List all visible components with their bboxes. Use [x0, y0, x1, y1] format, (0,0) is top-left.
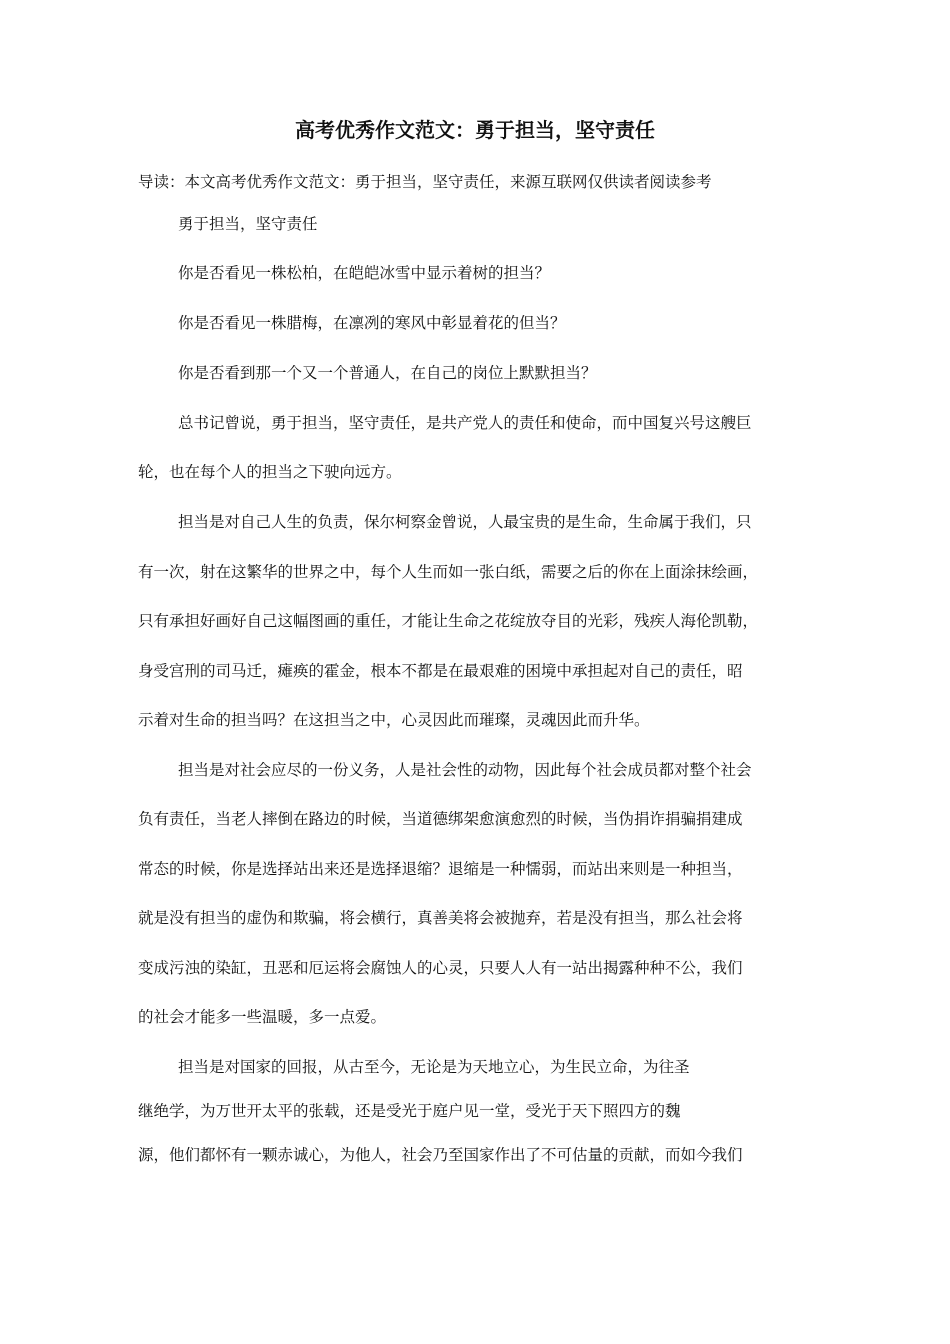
paragraph-line: 你是否看见一株松柏，在皑皑冰雪中显示着树的担当？	[178, 264, 551, 282]
paragraph-line: 你是否看见一株腊梅，在凛冽的寒风中彰显着花的但当？	[178, 314, 566, 332]
paragraph-line: 轮，也在每个人的担当之下驶向远方。	[138, 463, 402, 481]
paragraph-line: 常态的时候，你是选择站出来还是选择退缩？退缩是一种懦弱，而站出来则是一种担当，	[138, 860, 743, 878]
paragraph-line: 就是没有担当的虚伪和欺骗，将会横行，真善美将会被抛弃，若是没有担当，那么社会将	[138, 909, 743, 927]
paragraph-line: 有一次，射在这繁华的世界之中，每个人生而如一张白纸，需要之后的你在上面涂抹绘画，	[138, 563, 759, 581]
paragraph-line: 你是否看到那一个又一个普通人，在自己的岗位上默默担当？	[178, 364, 597, 382]
paragraph-line: 负有责任，当老人摔倒在路边的时候，当道德绑架愈演愈烈的时候，当伪捐诈捐骗捐建成	[138, 810, 743, 828]
paragraph-line: 变成污浊的染缸，丑恶和厄运将会腐蚀人的心灵，只要人人有一站出揭露种种不公，我们	[138, 959, 743, 977]
paragraph-line: 源，他们都怀有一颗赤诚心，为他人，社会乃至国家作出了不可估量的贡献，而如今我们	[138, 1146, 743, 1164]
document-title: 高考优秀作文范文：勇于担当，坚守责任	[295, 118, 655, 142]
paragraph-line: 担当是对国家的回报，从古至今，无论是为天地立心，为生民立命，为往圣	[178, 1058, 690, 1076]
paragraph-line: 总书记曾说，勇于担当，坚守责任，是共产党人的责任和使命，而中国复兴号这艘巨	[178, 414, 752, 432]
paragraph-line: 继绝学，为万世开太平的张载，还是受光于庭户见一堂，受光于天下照四方的魏	[138, 1102, 681, 1120]
paragraph-line: 只有承担好画好自己这幅图画的重任，才能让生命之花绽放夺目的光彩，残疾人海伦凯勒，	[138, 612, 759, 630]
paragraph-line: 示着对生命的担当吗？在这担当之中，心灵因此而璀璨，灵魂因此而升华。	[138, 711, 650, 729]
subtitle-line: 勇于担当，坚守责任	[178, 215, 318, 233]
paragraph-line: 担当是对社会应尽的一份义务，人是社会性的动物，因此每个社会成员都对整个社会	[178, 761, 752, 779]
intro-line: 导读：本文高考优秀作文范文：勇于担当，坚守责任，来源互联网仅供读者阅读参考	[138, 173, 712, 191]
paragraph-line: 身受宫刑的司马迁，瘫痪的霍金，根本不都是在最艰难的困境中承担起对自己的责任，昭	[138, 662, 743, 680]
paragraph-line: 担当是对自己人生的负责，保尔柯察金曾说，人最宝贵的是生命，生命属于我们，只	[178, 513, 752, 531]
paragraph-line: 的社会才能多一些温暖，多一点爱。	[138, 1008, 387, 1026]
